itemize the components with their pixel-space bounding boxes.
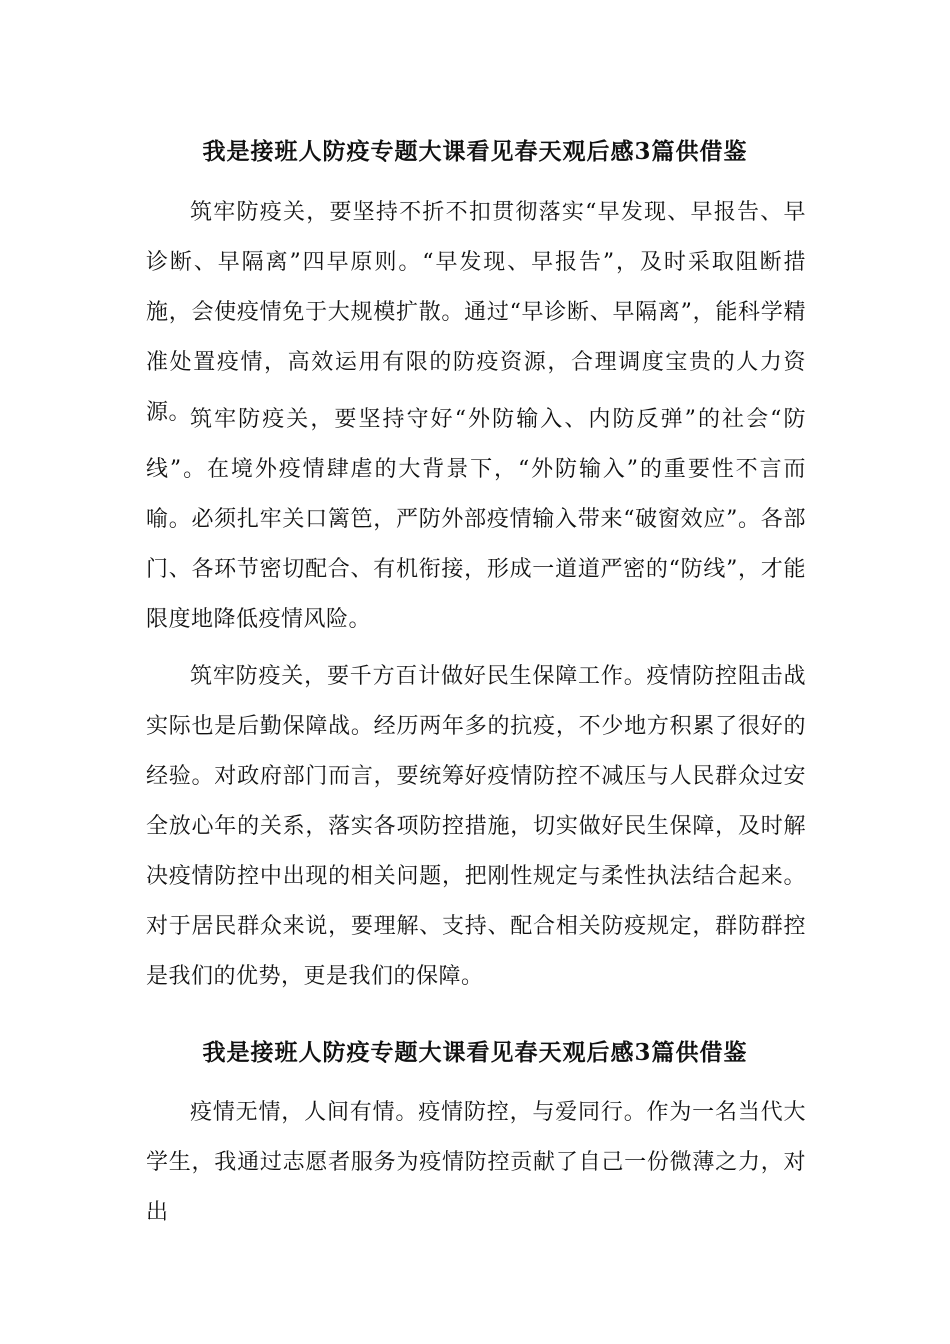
body-paragraph: 筑牢防疫关，要坚持不折不扣贯彻落实“早发现、早报告、早诊断、早隔离”四早原则。“早发现、早报告”，及时采取阻断措施，会使疫情免于大规模扩散。通过“早诊断、早隔离”，能科学精准处置疫情，高效运用有限的防疫资源，合理调度宝贵的人力资源。: [146, 200, 806, 425]
section-title: 我是接班人防疫专题大课看见春天观后感3篇供借鉴: [202, 138, 748, 165]
body-paragraph: 筑牢防疫关，要千方百计做好民生保障工作。疫情防控阻击战实际也是后勤保障战。经历两年多的抗疫，不少地方积累了很好的经验。对政府部门而言，要统筹好疫情防控不减压与人民群众过安全放心年的关系，落实各项防控措施，切实做好民生保障，及时解决疫情防控中出现的相关问题，把刚性规定与柔性执法结合起来。对于居民群众来说，要理解、支持、配合相关防疫规定，群防群控是我们的优势，更是我们的保障。: [146, 664, 806, 989]
body-paragraph: 筑牢防疫关，要坚持守好“外防输入、内防反弹”的社会“防线”。在境外疫情肆虐的大背景下，“外防输入”的重要性不言而喻。必须扎牢关口篱笆，严防外部疫情输入带来“破窗效应”。各部门、各环节密切配合、有机衔接，形成一道道严密的“防线”，才能限度地降低疫情风险。: [146, 407, 806, 632]
section-title: 我是接班人防疫专题大课看见春天观后感3篇供借鉴: [202, 1039, 748, 1066]
body-paragraph: 疫情无情，人间有情。疫情防控，与爱同行。作为一名当代大学生，我通过志愿者服务为疫情防控贡献了自己一份微薄之力，对出: [146, 1100, 806, 1225]
